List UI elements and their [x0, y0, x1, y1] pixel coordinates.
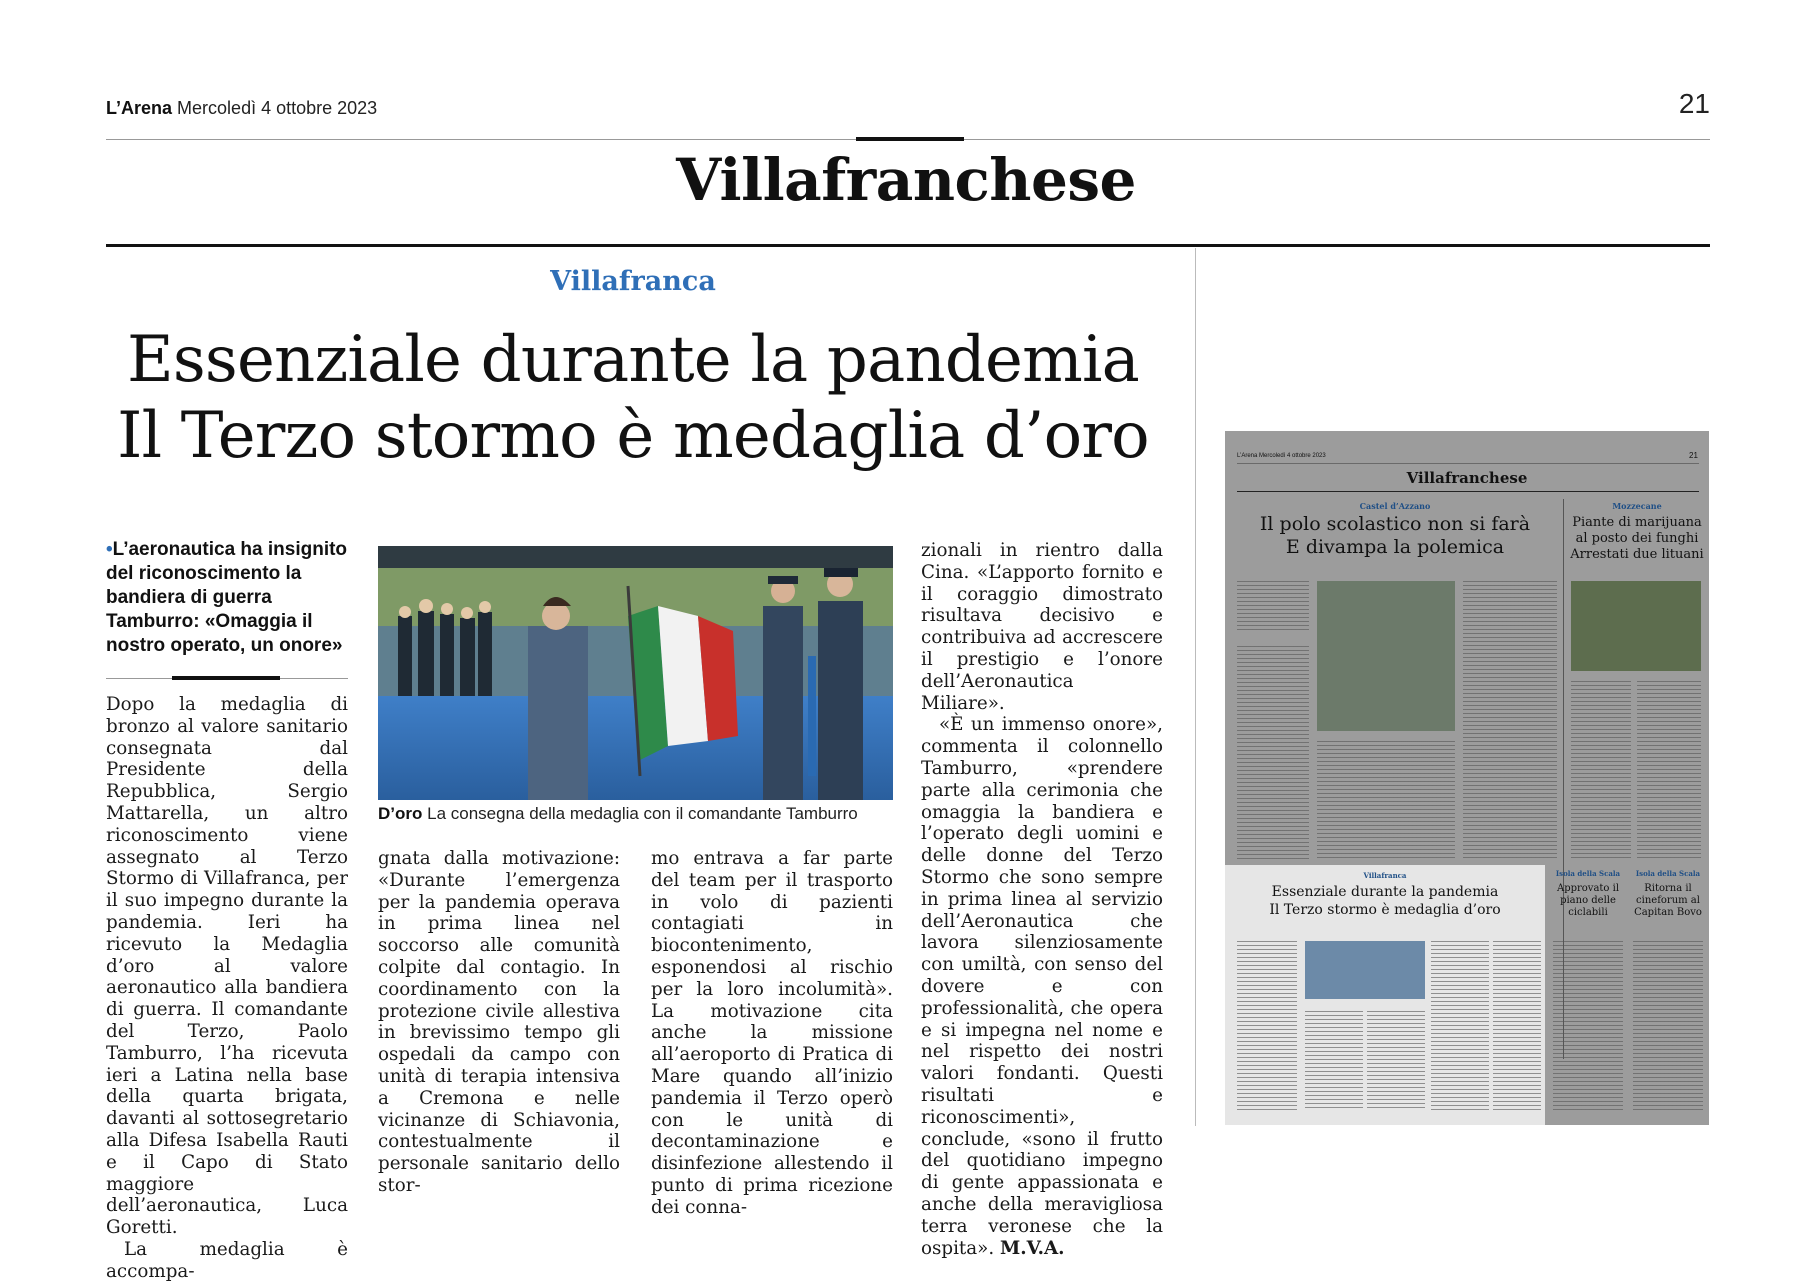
thumb-photo-school: [1317, 581, 1455, 731]
paragraph: zionali in rientro dalla Cina. «L’apporto fornito e il coraggio dimostrato risultava decisivo e contribuiva ad accrescere il prestigio e l’onore dell’Aeronautica Miliare».: [921, 540, 1163, 714]
ceremony-photo-illustration: [378, 546, 893, 800]
issue-date: Mercoledì 4 ottobre 2023: [177, 98, 378, 118]
thumb-story3-head-1: Essenziale durante la pandemia: [1271, 884, 1499, 900]
thumb-story1-head-2: E divampa la polemica: [1285, 536, 1505, 558]
thumb-story4-kicker: Isola della Scala: [1555, 869, 1621, 878]
thumb-story5-head: Ritorna il cineforum al Capitan Bovo: [1634, 883, 1702, 918]
thumb-story2-head-2: al posto dei funghi: [1575, 531, 1699, 546]
article-column-1: [106, 694, 348, 1283]
paragraph: mo entrava a far parte del team per il trasporto in volo di pazienti contagiati in biocontenimento, esponendosi al rischio per la loro incolumità». La motivazione cita anche la missione all’aeroporto di Pratica di Mare quando all’inizio pandemia il Terzo operò con le unità di decontaminazione e disinfezione allestendo il punto di prima ricezione dei conna-: [651, 848, 893, 1218]
thumb-photo-ceremony: [1305, 941, 1425, 999]
article-column-4: [921, 540, 1163, 1259]
headline-line-1: Essenziale durante la pandemia: [126, 323, 1140, 397]
section-title: Villafranchese: [676, 146, 1136, 214]
thumb-story3-head: [1225, 883, 1545, 919]
thumb-photo-plants: [1571, 581, 1701, 671]
thumb-story2-head: [1565, 515, 1709, 563]
paragraph: La medaglia è accompa-: [106, 1238, 348, 1282]
newspaper-name: L’Arena: [106, 98, 173, 118]
headline-line-2: Il Terzo stormo è medaglia d’oro: [117, 399, 1149, 473]
summary-text: L’aeronautica ha insignito del riconoscimento la bandiera di guerra Tamburro: «Omaggia il nostro operato, un onore»: [106, 539, 348, 656]
paragraph-text: «È un immenso onore», commenta il colonnello Tamburro, «prendere parte alla cerimonia che omaggia la bandiera e l’operato degli uomini e delle donne del Terzo Stormo che sono sempre in prima linea al servizio dell’Aeronautica che lavora silenziosamente con umiltà, con senso del dovere e con professionalità, che opera e si impegna nel nome e nel rispetto dei nostri valori fondanti. Questi risultati e riconoscimenti», conclude, «sono il frutto del quotidiano impegno di gente appassionata e anche della meravigliosa terra veronese che la ospita».: [921, 714, 1163, 1259]
article-photo: [378, 546, 893, 800]
thumb-story2-kicker: Mozzecane: [1612, 501, 1662, 511]
bullet-icon: •: [106, 539, 113, 560]
caption-text: La consegna della medaglia con il comandante Tamburro: [427, 804, 858, 823]
thumb-story3-kicker: Villafranca: [1363, 871, 1407, 880]
article-column-3: [651, 848, 893, 1219]
thumb-header: L’Arena Mercoledì 4 ottobre 2023: [1237, 453, 1326, 459]
article-summary: [106, 538, 348, 658]
page-thumbnail: [1225, 431, 1709, 1125]
thumb-section: Villafranchese: [1406, 469, 1528, 487]
paragraph: gnata dalla motivazione: «Durante l’emergenza per la pandemia operava in prima linea nel soccorso alle comunità colpite dal contagio. In coordinamento con la protezione civile allestiva in brevissimo tempo gli ospedali da campo con unità di terapia intensiva a Cremona e nelle vicinanze di Schiavonia, contestualmente il personale sanitario dello stor-: [378, 848, 620, 1196]
thumb-story2-head-1: Piante di marijuana: [1572, 515, 1702, 530]
caption-label: D’oro: [378, 804, 423, 823]
thumb-story4-head: Approvato il piano delle ciclabili: [1556, 883, 1620, 918]
section-rule: [106, 244, 1710, 247]
paragraph: [921, 714, 1163, 1259]
thumb-story3-head-2: Il Terzo stormo è medaglia d’oro: [1269, 902, 1501, 918]
thumb-story5-kicker: Isola della Scala: [1635, 869, 1701, 878]
thumb-page-number: 21: [1689, 451, 1698, 460]
summary-rule-tab: [172, 676, 280, 680]
thumb-story1-kicker: Castel d’Azzano: [1359, 501, 1431, 511]
masthead: [106, 98, 377, 119]
column-separator: [1195, 248, 1196, 1126]
thumb-story1-head-1: Il polo scolastico non si farà: [1259, 513, 1531, 535]
article-headline: [106, 322, 1160, 474]
author-signature: M.V.A.: [1000, 1237, 1065, 1259]
article-kicker: Villafranca: [550, 266, 716, 297]
page-number: 21: [1678, 88, 1710, 119]
thumb-story1-head: [1225, 513, 1565, 559]
paragraph: Dopo la medaglia di bronzo al valore sanitario consegnata dal Presidente della Repubblica, Sergio Mattarella, un altro riconoscimento viene assegnato al Terzo Stormo di Villafranca, per il suo impegno durante la pandemia. Ieri ha ricevuto la Medaglia d’oro al valore aeronautico alla bandiera di guerra. Il comandante del Terzo, Paolo Tamburro, l’ha ricevuta ieri a Latina nella base della quarta brigata, davanti al sottosegretario alla Difesa Isabella Rauti e il Capo di Stato maggiore dell’aeronautica, Luca Goretti.: [106, 694, 348, 1239]
thumb-story2-head-3: Arrestati due lituani: [1570, 547, 1704, 562]
article-column-2: [378, 848, 620, 1197]
top-rule-tab: [856, 137, 964, 141]
photo-caption: [378, 804, 898, 824]
